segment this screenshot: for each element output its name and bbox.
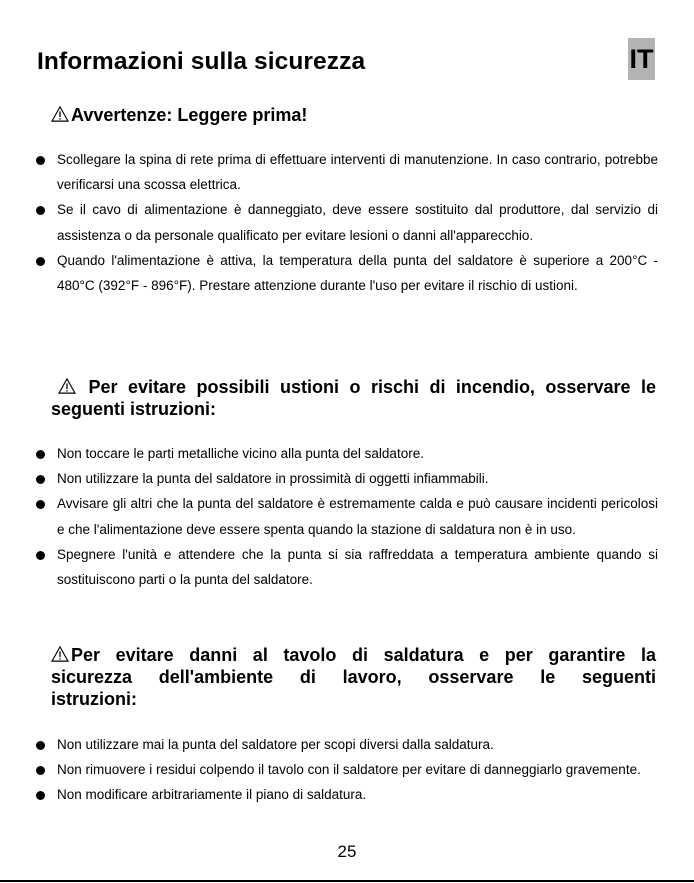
list-item: Non toccare le parti metalliche vicino alla punta del saldatore.: [0, 441, 658, 466]
list-item: Non rimuovere i residui colpendo il tavolo con il saldatore per evitare di danneggiarlo gravemente.: [0, 757, 658, 782]
safety-list-1: [0, 147, 694, 298]
bullet-icon: [36, 475, 45, 484]
list-item: Quando l'alimentazione è attiva, la temperatura della punta del saldatore è superiore a 200°C - 480°C (392°F - 896°F). Prestare attenzione durante l'uso per evitare il rischio di ustioni.: [0, 248, 658, 298]
bullet-icon: [36, 257, 45, 266]
bullet-icon: [36, 450, 45, 459]
list-item: Avvisare gli altri che la punta del saldatore è estremamente calda e può causare incidenti pericolosi e che l'alimentazione deve essere spenta quando la stazione di saldatura non è in uso.: [0, 491, 658, 541]
bullet-icon: [36, 206, 45, 215]
page-number: 25: [337, 842, 357, 861]
bullet-icon: [36, 791, 45, 800]
bullet-icon: [36, 741, 45, 750]
list-item: Scollegare la spina di rete prima di effettuare interventi di manutenzione. In caso contrario, potrebbe verificarsi una scossa elettrica.: [0, 147, 658, 197]
language-badge: IT: [628, 38, 655, 80]
list-item: Spegnere l'unità e attendere che la punta si sia raffreddata a temperatura ambiente quando si sostituiscono parti o la punta del saldatore.: [0, 542, 658, 592]
list-item: Non modificare arbitrariamente il piano di saldatura.: [0, 782, 658, 807]
bottom-rule: [0, 880, 694, 882]
bullet-icon: [36, 551, 45, 560]
bullet-icon: [36, 156, 45, 165]
warning-heading-1: [51, 104, 307, 126]
bullet-icon: [36, 500, 45, 509]
warning-icon: [51, 106, 69, 122]
warning-heading-2: Per evitare possibili ustioni o rischi di incendio, osservare le seguenti istruzioni:: [51, 377, 656, 419]
warning-heading-1-text: Avvertenze: Leggere prima!: [71, 105, 308, 125]
safety-list-2: [0, 441, 694, 592]
list-item: Se il cavo di alimentazione è danneggiato, deve essere sostituito dal produttore, dal servizio di assistenza o da personale qualificato per evitare lesioni o danni all'apparecchio.: [0, 197, 658, 247]
list-item: Non utilizzare mai la punta del saldatore per scopi diversi dalla saldatura.: [0, 732, 658, 757]
warning-heading-3: Per evitare danni al tavolo di saldatura e per garantire la sicurezza dell'ambiente di lavoro, osservare le seguenti istruzioni:: [51, 645, 656, 709]
list-item: Non utilizzare la punta del saldatore in prossimità di oggetti infiammabili.: [0, 466, 658, 491]
warning-icon: [51, 646, 69, 662]
safety-list-3: [0, 732, 694, 808]
warning-icon: [58, 378, 76, 394]
page-title: Informazioni sulla sicurezza: [37, 48, 366, 75]
bullet-icon: [36, 766, 45, 775]
